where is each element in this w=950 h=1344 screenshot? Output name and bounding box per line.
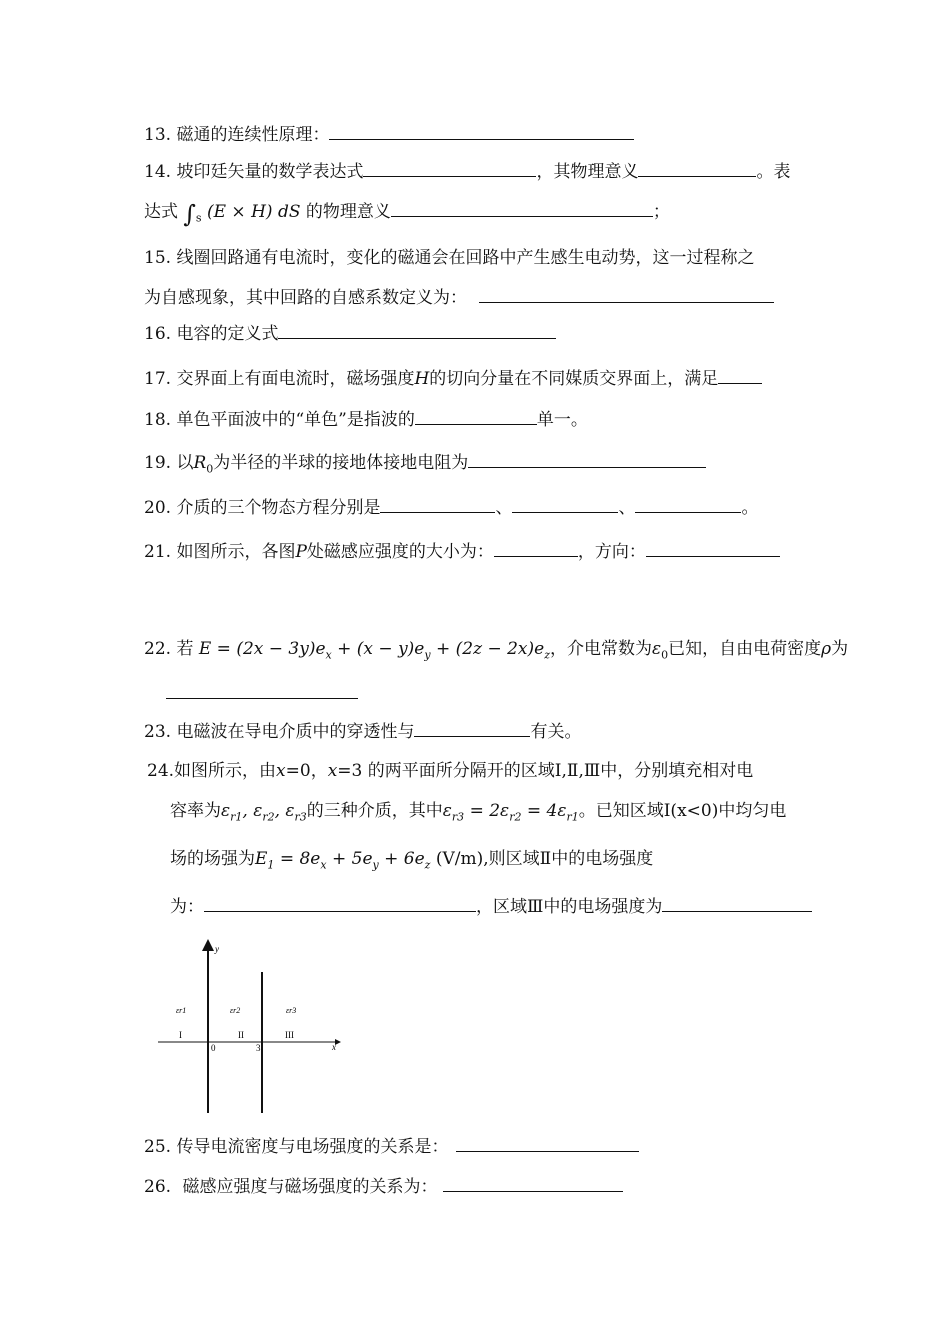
integral-sign: ∫: [183, 200, 196, 228]
question-24-line4: 为： ，区域Ⅲ中的电场强度为: [170, 895, 812, 918]
answer-blank-19[interactable]: [468, 451, 706, 468]
question-16: 16. 电容的定义式: [144, 322, 556, 345]
answer-blank-25[interactable]: [456, 1135, 639, 1152]
answer-blank-21a[interactable]: [494, 540, 578, 557]
question-18: 18. 单色平面波中的“单色”是指波的 单一。: [144, 410, 588, 430]
answer-blank-16[interactable]: [278, 322, 556, 339]
answer-blank-20b[interactable]: [512, 496, 618, 513]
question-17: 17. 交界面上有面电流时，磁场强度H的切向分量在不同媒质交界面上，满足: [144, 367, 762, 390]
unit-vm: (V/m): [430, 849, 484, 869]
answer-blank-13[interactable]: [329, 123, 634, 140]
answer-blank-17[interactable]: [718, 367, 762, 384]
question-24: 24.如图所示，由x=0，x=3 的两平面所分隔开的区域Ⅰ,Ⅱ,Ⅲ中，分别填充相对电: [147, 761, 754, 781]
origin-label: 0: [211, 1043, 216, 1053]
question-22-cont: [166, 682, 358, 705]
y-axis-label: y: [215, 944, 219, 954]
tick-3-label: 3: [256, 1043, 261, 1053]
question-22: 22. 若 $E = (2x - 3y)e_x + (x - y)e_y + (2z - 2x)e_z$，介电常数为$\varepsilon_0$已知，自由电荷密度ρ为: [144, 639, 849, 662]
eps3-label: εr3: [286, 1006, 297, 1015]
region-2-label: II: [238, 1030, 244, 1040]
regions-figure: [150, 935, 350, 1120]
epsilon-relation: $\varepsilon_{r3} = 2\varepsilon_{r2} = 4\varepsilon_{r1}$: [442, 801, 579, 824]
answer-blank-22[interactable]: [166, 682, 358, 699]
answer-blank-14b[interactable]: [638, 160, 756, 177]
field-formula: $E = (2x - 3y)e_x + (x - y)e_y + (2z - 2x)e_z$: [198, 639, 550, 662]
answer-blank-20a[interactable]: [380, 496, 495, 513]
region-1-label: I: [179, 1030, 182, 1040]
question-19: 19. 以$R_0$为半径的半球的接地体接地电阻为: [144, 451, 706, 480]
answer-blank-21b[interactable]: [646, 540, 780, 557]
question-13-text: 磁通的连续性原理：: [176, 125, 330, 145]
answer-blank-20c[interactable]: [635, 496, 741, 513]
question-21: 21. 如图所示，各图P处磁感应强度的大小为： ，方向：: [144, 540, 780, 563]
question-24-line3: 场的场强为$E_1 = 8e_x + 5e_y + 6e_z$ (V/m),则区域Ⅱ中的电场强度: [170, 849, 654, 872]
question-14: 14. 坡印廷矢量的数学表达式 ，其物理意义 。表: [144, 162, 791, 182]
question-15: 15. 线圈回路通有电流时，变化的磁通会在回路中产生感生电动势，这一过程称之: [144, 248, 755, 268]
question-26: 26. 磁感应强度与磁场强度的关系为：: [144, 1175, 623, 1198]
answer-blank-18[interactable]: [415, 408, 537, 425]
question-14-cont: 达式 $\int_s$ (E × H) dS 的物理意义 ；: [144, 200, 670, 228]
x-axis-label: x: [332, 1042, 336, 1052]
question-23: 23. 电磁波在导电介质中的穿透性与 有关。: [144, 722, 582, 742]
question-25: 25. 传导电流密度与电场强度的关系是：: [144, 1135, 639, 1158]
answer-blank-24a[interactable]: [204, 895, 476, 912]
answer-blank-14a[interactable]: [363, 160, 536, 177]
question-15-cont: 为自感现象，其中回路的自感系数定义为：: [144, 286, 774, 309]
e1-formula: $E_1 = 8e_x + 5e_y + 6e_z$: [255, 849, 431, 872]
eps1-label: εr1: [176, 1006, 187, 1015]
question-24-line2: 容率为$\varepsilon_{r1}$, $\varepsilon_{r2}$, $\varepsilon_{r3}$的三种介质，其中$\varepsilon_{r3} = 2\varepsilon_{r2} = 4\varepsilon_{r1}$。已知区域Ⅰ(x<0)中均匀电: [170, 801, 787, 824]
answer-blank-26[interactable]: [443, 1175, 623, 1192]
answer-blank-24b[interactable]: [662, 895, 812, 912]
question-20: 20. 介质的三个物态方程分别是 、 、 。: [144, 498, 759, 518]
answer-blank-15[interactable]: [479, 286, 774, 303]
eps2-label: εr2: [230, 1006, 241, 1015]
answer-blank-14c[interactable]: [391, 200, 653, 217]
epsilon-list: $\varepsilon_{r1}$, $\varepsilon_{r2}$, $\varepsilon_{r3}$: [221, 801, 307, 824]
question-13: 13. 磁通的连续性原理：: [144, 123, 634, 146]
region-3-label: III: [285, 1030, 294, 1040]
answer-blank-23[interactable]: [414, 720, 530, 737]
